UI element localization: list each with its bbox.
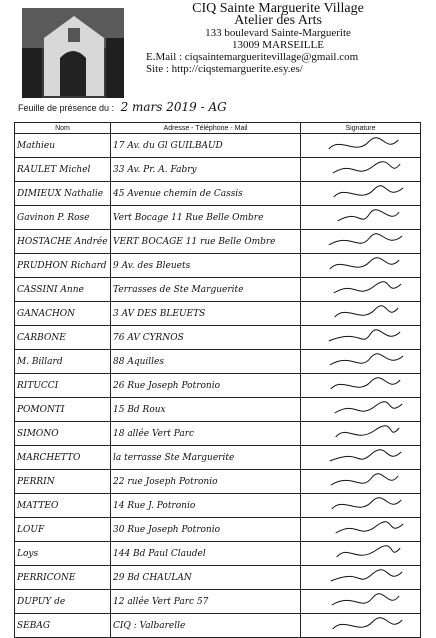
signature-cell bbox=[301, 326, 421, 350]
name-cell: POMONTI bbox=[15, 398, 111, 422]
table-row bbox=[15, 230, 421, 254]
address-cell: la terrasse Ste Marguerite bbox=[111, 446, 301, 470]
name-cell: SIMONO bbox=[15, 422, 111, 446]
address-cell: 17 Av. du Gl GUILBAUD bbox=[111, 134, 301, 158]
table-row bbox=[15, 566, 421, 590]
table-row bbox=[15, 206, 421, 230]
signature-scribble bbox=[301, 398, 420, 421]
attendance-table bbox=[14, 122, 421, 638]
table-row bbox=[15, 134, 421, 158]
signature-scribble bbox=[301, 446, 420, 469]
signature-cell bbox=[301, 446, 421, 470]
signature-scribble bbox=[301, 230, 420, 253]
signature-cell bbox=[301, 374, 421, 398]
signature-scribble bbox=[301, 566, 420, 589]
signature-scribble bbox=[301, 518, 420, 541]
signature-cell bbox=[301, 302, 421, 326]
table-row bbox=[15, 182, 421, 206]
org-site: Site : http://ciqstemarguerite.esy.es/ bbox=[146, 63, 303, 75]
org-city: 13009 MARSEILLE bbox=[232, 39, 324, 51]
table-row bbox=[15, 542, 421, 566]
signature-cell bbox=[301, 158, 421, 182]
name-cell: RAULET Michel bbox=[15, 158, 111, 182]
table-row bbox=[15, 590, 421, 614]
address-cell: 30 Rue Joseph Potronio bbox=[111, 518, 301, 542]
signature-cell bbox=[301, 230, 421, 254]
name-cell: PRUDHON Richard bbox=[15, 254, 111, 278]
signature-scribble bbox=[301, 470, 420, 493]
col-header-adresse: Adresse - Téléphone - Mail bbox=[111, 123, 301, 134]
signature-scribble bbox=[301, 374, 420, 397]
address-cell: 14 Rue J. Potronio bbox=[111, 494, 301, 518]
address-cell: 9 Av. des Bleuets bbox=[111, 254, 301, 278]
address-cell: 76 AV CYRNOS bbox=[111, 326, 301, 350]
signature-cell bbox=[301, 590, 421, 614]
signature-cell bbox=[301, 470, 421, 494]
name-cell: Mathieu bbox=[15, 134, 111, 158]
name-cell: SEBAG bbox=[15, 614, 111, 638]
table-row bbox=[15, 374, 421, 398]
signature-cell bbox=[301, 614, 421, 638]
signature-scribble bbox=[301, 590, 420, 613]
address-cell: CIQ : Valbarelle bbox=[111, 614, 301, 638]
name-cell: PERRIN bbox=[15, 470, 111, 494]
col-header-signature: Signature bbox=[301, 123, 421, 134]
name-cell: Loys bbox=[15, 542, 111, 566]
signature-scribble bbox=[301, 158, 420, 181]
name-cell: Gavinon P. Rose bbox=[15, 206, 111, 230]
signature-cell bbox=[301, 422, 421, 446]
name-cell: MARCHETTO bbox=[15, 446, 111, 470]
signature-scribble bbox=[301, 614, 420, 637]
name-cell: CASSINI Anne bbox=[15, 278, 111, 302]
table-row bbox=[15, 158, 421, 182]
signature-scribble bbox=[301, 422, 420, 445]
signature-scribble bbox=[301, 542, 420, 565]
name-cell: DIMIEUX Nathalie bbox=[15, 182, 111, 206]
name-cell: MATTEO bbox=[15, 494, 111, 518]
address-cell: 45 Avenue chemin de Cassis bbox=[111, 182, 301, 206]
name-cell: GANACHON bbox=[15, 302, 111, 326]
name-cell: DUPUY de bbox=[15, 590, 111, 614]
table-row bbox=[15, 494, 421, 518]
address-cell: 144 Bd Paul Claudel bbox=[111, 542, 301, 566]
presence-label: Feuille de présence du : bbox=[18, 103, 115, 113]
org-address: 133 boulevard Sainte-Marguerite bbox=[205, 27, 351, 39]
table-row bbox=[15, 614, 421, 638]
address-cell: 33 Av. Pr. A. Fabry bbox=[111, 158, 301, 182]
col-header-nom: Nom bbox=[15, 123, 111, 134]
signature-scribble bbox=[301, 350, 420, 373]
table-row bbox=[15, 518, 421, 542]
address-cell: Vert Bocage 11 Rue Belle Ombre bbox=[111, 206, 301, 230]
signature-scribble bbox=[301, 206, 420, 229]
name-cell: CARBONE bbox=[15, 326, 111, 350]
signature-cell bbox=[301, 206, 421, 230]
name-cell: LOUF bbox=[15, 518, 111, 542]
signature-scribble bbox=[301, 494, 420, 517]
signature-cell bbox=[301, 278, 421, 302]
name-cell: M. Billard bbox=[15, 350, 111, 374]
address-cell: VERT BOCAGE 11 rue Belle Ombre bbox=[111, 230, 301, 254]
org-subtitle: Atelier des Arts bbox=[234, 13, 322, 28]
signature-scribble bbox=[301, 326, 420, 349]
signature-scribble bbox=[301, 254, 420, 277]
address-cell: 18 allée Vert Parc bbox=[111, 422, 301, 446]
table-row bbox=[15, 470, 421, 494]
address-cell: 3 AV DES BLEUETS bbox=[111, 302, 301, 326]
table-row bbox=[15, 398, 421, 422]
signature-cell bbox=[301, 542, 421, 566]
signature-cell bbox=[301, 398, 421, 422]
table-row bbox=[15, 446, 421, 470]
header-block bbox=[128, 3, 428, 75]
signature-scribble bbox=[301, 182, 420, 205]
address-cell: Terrasses de Ste Marguerite bbox=[111, 278, 301, 302]
address-cell: 12 allée Vert Parc 57 bbox=[111, 590, 301, 614]
name-cell: HOSTACHE Andrée bbox=[15, 230, 111, 254]
signature-scribble bbox=[301, 278, 420, 301]
address-cell: 29 Bd CHAULAN bbox=[111, 566, 301, 590]
header-row bbox=[15, 123, 421, 134]
signature-cell bbox=[301, 566, 421, 590]
header-photo bbox=[22, 8, 124, 98]
signature-cell bbox=[301, 182, 421, 206]
presence-date: 2 mars 2019 - AG bbox=[120, 100, 227, 114]
table-row bbox=[15, 278, 421, 302]
signature-cell bbox=[301, 350, 421, 374]
name-cell: PERRICONE bbox=[15, 566, 111, 590]
signature-scribble bbox=[301, 134, 420, 157]
table-row bbox=[15, 326, 421, 350]
signature-cell bbox=[301, 494, 421, 518]
address-cell: 15 Bd Roux bbox=[111, 398, 301, 422]
signature-cell bbox=[301, 518, 421, 542]
table-row bbox=[15, 422, 421, 446]
church-photo bbox=[22, 8, 124, 98]
signature-cell bbox=[301, 134, 421, 158]
name-cell: RITUCCI bbox=[15, 374, 111, 398]
address-cell: 88 Aquilles bbox=[111, 350, 301, 374]
table-row bbox=[15, 254, 421, 278]
table-row bbox=[15, 302, 421, 326]
signature-scribble bbox=[301, 302, 420, 325]
presence-line bbox=[18, 100, 227, 114]
signature-cell bbox=[301, 254, 421, 278]
table-row bbox=[15, 350, 421, 374]
address-cell: 26 Rue Joseph Potronio bbox=[111, 374, 301, 398]
org-name: CIQ Sainte Marguerite Village bbox=[192, 1, 364, 16]
address-cell: 22 rue Joseph Potronio bbox=[111, 470, 301, 494]
org-email: E.Mail : ciqsaintemargueritevillage@gmail.com bbox=[146, 51, 359, 63]
